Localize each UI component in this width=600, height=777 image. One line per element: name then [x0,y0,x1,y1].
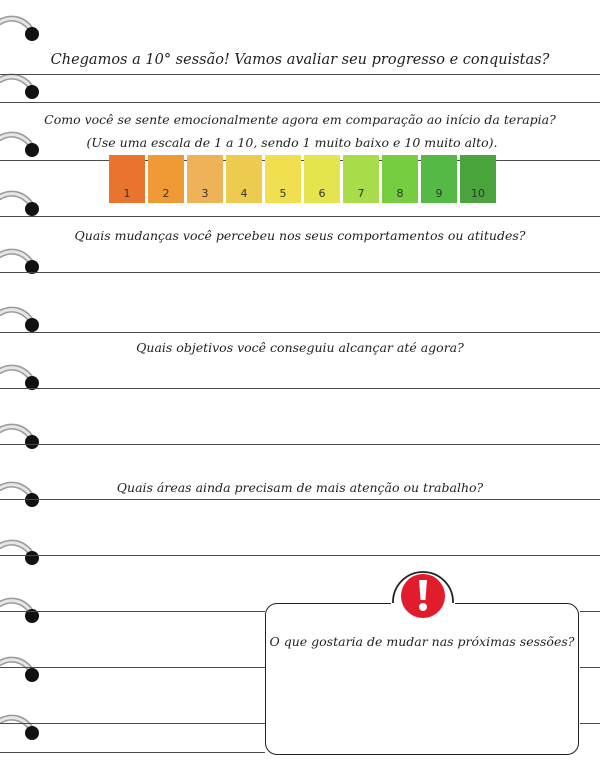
spiral-ring-icon [0,709,60,749]
spiral-ring-icon [0,185,60,225]
question-goals: Quais objetivos você conseguiu alcançar até agora? [136,340,464,355]
question-areas: Quais áreas ainda precisam de mais atenção ou trabalho? [116,480,484,495]
scale-cell-5[interactable] [265,155,301,203]
ruled-line [580,667,600,668]
ruled-line [0,216,600,217]
spiral-ring-icon [0,534,60,574]
question-changes: Quais mudanças você percebeu nos seus comportamentos ou atitudes? [74,228,526,243]
ruled-line [0,272,600,273]
ruled-line [0,388,600,389]
scale-label: 1 [123,187,131,200]
ruled-line [0,102,600,103]
spiral-ring-icon [0,592,60,632]
scale-cell-8[interactable] [382,155,418,203]
question-emotional: Como você se sente emocionalmente agora em comparação ao início da terapia? [44,112,556,127]
spiral-ring-icon [0,359,60,399]
ruled-line [0,499,600,500]
scale-cell-6[interactable] [304,155,340,203]
spiral-ring-icon [0,651,60,691]
ruled-line [580,723,600,724]
spiral-ring-icon [0,243,60,283]
ruled-line [0,444,600,445]
scale-cell-7[interactable] [343,155,379,203]
spiral-ring-icon [0,301,60,341]
spiral-ring-icon [0,418,60,458]
scale-cell-3[interactable] [187,155,223,203]
ruled-line [0,611,265,612]
exclamation-icon [391,570,455,634]
scale-label: 7 [357,187,365,200]
scale-label: 4 [240,187,248,200]
emotion-rating-scale [109,155,496,203]
scale-cell-9[interactable] [421,155,457,203]
ruled-line [0,723,265,724]
scale-cell-10[interactable] [460,155,496,203]
scale-label: 9 [435,187,443,200]
scale-label: 6 [318,187,326,200]
scale-label: 10 [471,187,485,200]
ruled-line [0,667,265,668]
scale-label: 3 [201,187,209,200]
scale-instruction: (Use uma escala de 1 a 10, sendo 1 muito baixo e 10 muito alto). [86,135,498,150]
scale-label: 2 [162,187,170,200]
scale-label: 5 [279,187,287,200]
ruled-line [0,332,600,333]
ruled-line [580,611,600,612]
ruled-line [0,555,600,556]
spiral-ring-icon [0,10,60,50]
page-title: Chegamos a 10° sessão! Vamos avaliar seu progresso e conquistas? [50,52,550,68]
scale-cell-4[interactable] [226,155,262,203]
scale-cell-1[interactable] [109,155,145,203]
scale-label: 8 [396,187,404,200]
note-question: O que gostaria de mudar nas próximas sessões? [269,634,575,649]
ruled-line [0,752,265,753]
ruled-line [0,74,600,75]
scale-cell-2[interactable] [148,155,184,203]
